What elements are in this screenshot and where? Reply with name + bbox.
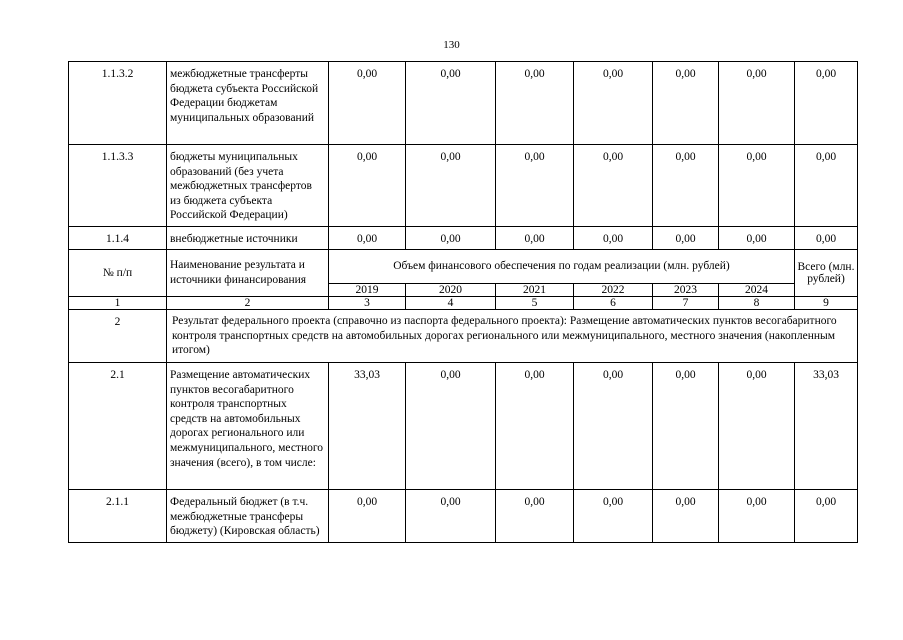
value-2024: 0,00 <box>719 145 795 227</box>
value-2022: 0,00 <box>574 227 653 250</box>
value-2020: 0,00 <box>406 490 496 543</box>
row-name <box>167 490 329 543</box>
value-total: 0,00 <box>795 145 858 227</box>
row-name-text: межбюджетные трансферты бюджета субъекта Российской Федерации бюджетам муниципальных образований <box>170 68 319 124</box>
column-number: 7 <box>653 297 719 310</box>
value-total: 0,00 <box>795 62 858 145</box>
header-name: Наименование результата и источники финансирования <box>167 250 329 297</box>
row-number: 2.1.1 <box>69 490 167 543</box>
value-2021: 0,00 <box>496 363 574 490</box>
row-number: 1.1.3.2 <box>69 62 167 145</box>
value-2022: 0,00 <box>574 490 653 543</box>
value-2023: 0,00 <box>653 363 719 490</box>
table-row <box>69 145 858 227</box>
table-row <box>69 227 858 250</box>
value-total: 0,00 <box>795 227 858 250</box>
header-year: 2021 <box>496 284 574 297</box>
header-year: 2023 <box>653 284 719 297</box>
row-number: 1.1.4 <box>69 227 167 250</box>
header-year: 2024 <box>719 284 795 297</box>
financing-table <box>68 61 858 543</box>
page-number: 130 <box>443 39 460 51</box>
value-2022: 0,00 <box>574 62 653 145</box>
header-volume: Объем финансового обеспечения по годам реализации (млн. рублей) <box>329 250 795 284</box>
column-number: 3 <box>329 297 406 310</box>
row-number: 1.1.3.3 <box>69 145 167 227</box>
value-2019: 33,03 <box>329 363 406 490</box>
value-2019: 0,00 <box>329 227 406 250</box>
value-2023: 0,00 <box>653 490 719 543</box>
value-2020: 0,00 <box>406 62 496 145</box>
value-2020: 0,00 <box>406 363 496 490</box>
table-row <box>69 363 858 490</box>
value-total: 0,00 <box>795 490 858 543</box>
section-title: Результат федерального проекта (справочно из паспорта федерального проекта): Размещение автоматических пунктов весогабаритного контроля транспортных средств на автомобильных дорогах регионального или межмуниципального, местного значения (накопленным итогом) <box>167 310 858 363</box>
value-2020: 0,00 <box>406 227 496 250</box>
table-row <box>69 490 858 543</box>
row-name <box>167 145 329 227</box>
value-2023: 0,00 <box>653 227 719 250</box>
row-name <box>167 363 329 490</box>
header-year: 2019 <box>329 284 406 297</box>
column-number: 8 <box>719 297 795 310</box>
row-name-text: Размещение автоматических пунктов весогабаритного контроля транспортных средств на автомобильных дорогах регионального или межмуниципального, местного значения (всего), в том числе: <box>170 369 324 469</box>
column-number: 9 <box>795 297 858 310</box>
value-2023: 0,00 <box>653 62 719 145</box>
header-year: 2022 <box>574 284 653 297</box>
value-2024: 0,00 <box>719 62 795 145</box>
column-number: 1 <box>69 297 167 310</box>
value-2020: 0,00 <box>406 145 496 227</box>
value-2021: 0,00 <box>496 145 574 227</box>
row-name-text: внебюджетные источники <box>170 233 298 245</box>
value-2022: 0,00 <box>574 363 653 490</box>
header-total-text: Всего (млн. рублей) <box>797 261 855 285</box>
value-2019: 0,00 <box>329 62 406 145</box>
section-row <box>69 310 858 363</box>
column-number: 5 <box>496 297 574 310</box>
value-2021: 0,00 <box>496 227 574 250</box>
section-number: 2 <box>69 310 167 363</box>
row-name <box>167 62 329 145</box>
value-2019: 0,00 <box>329 490 406 543</box>
header-total <box>795 250 858 297</box>
value-2021: 0,00 <box>496 490 574 543</box>
value-total: 33,03 <box>795 363 858 490</box>
value-2024: 0,00 <box>719 363 795 490</box>
value-2024: 0,00 <box>719 490 795 543</box>
row-name-text: бюджеты муниципальных образований (без учета межбюджетных трансфертов из бюджета субъекта Российской Федерации) <box>170 151 312 221</box>
row-name <box>167 227 329 250</box>
header-year: 2020 <box>406 284 496 297</box>
value-2023: 0,00 <box>653 145 719 227</box>
column-number: 2 <box>167 297 329 310</box>
value-2019: 0,00 <box>329 145 406 227</box>
value-2024: 0,00 <box>719 227 795 250</box>
value-2021: 0,00 <box>496 62 574 145</box>
table-row <box>69 62 858 145</box>
row-name-text: Федеральный бюджет (в т.ч. межбюджетные трансферы бюджету) (Кировская область) <box>170 496 320 538</box>
value-2022: 0,00 <box>574 145 653 227</box>
column-number: 4 <box>406 297 496 310</box>
column-number: 6 <box>574 297 653 310</box>
column-numbers-row <box>69 297 858 310</box>
row-number: 2.1 <box>69 363 167 490</box>
header-row <box>69 250 858 284</box>
header-num: № п/п <box>69 250 167 297</box>
